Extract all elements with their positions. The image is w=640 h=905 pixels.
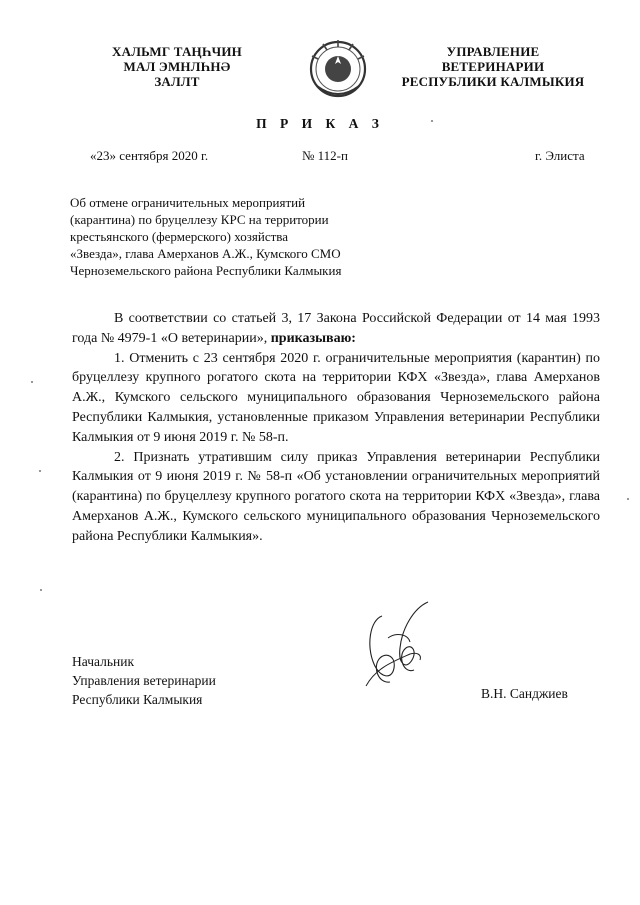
intro-text: В соответствии со статьей 3, 17 Закона Российской Федерации от 14 мая 1993 года № 4979-1 «О ветеринарии», — [72, 311, 600, 346]
header-left-line: МАЛ ЭМНЛҺНӘ — [123, 59, 231, 74]
header-right-russian — [388, 44, 598, 89]
position-line: Управления ветеринарии — [72, 673, 216, 688]
header-right-line: УПРАВЛЕНИЕ — [446, 44, 540, 59]
signatory-position — [72, 652, 216, 709]
subject-line: Об отмене ограничительных мероприятий — [70, 195, 306, 210]
order-item-2: 2. Признать утратившим силу приказ Управления ветеринарии Республики Калмыкия от 9 июня 2019 г. № 58-п «Об установлении ограничительных мероприятий (карантина) по бруцеллезу крупного рогатого скота на территории КФХ «Звезда», глава Амерханов А.Ж., Кумского сельского муниципального образования Черноземельского района Республики Калмыкия». — [72, 449, 600, 544]
position-line: Начальник — [72, 654, 135, 669]
order-body — [72, 309, 600, 547]
handwritten-signature — [352, 598, 442, 703]
order-city: г. Элиста — [535, 148, 585, 163]
header-left-kalmyk — [92, 44, 262, 89]
subject-line: (карантина) по бруцеллезу КРС на территории — [70, 212, 329, 227]
document-title: П Р И К А З — [256, 116, 384, 131]
subject-line: крестьянского (фермерского) хозяйства — [70, 229, 289, 244]
scan-speck — [31, 381, 33, 383]
header-right-line: РЕСПУБЛИКИ КАЛМЫКИЯ — [401, 74, 585, 89]
subject-line: «Звезда», глава Амерханов А.Ж., Кумского СМО — [70, 246, 341, 261]
scan-speck — [40, 589, 42, 591]
intro-bold-text: приказываю: — [270, 330, 356, 346]
signatory-name: В.Н. Санджиев — [481, 686, 568, 701]
scan-speck — [431, 120, 433, 122]
scan-speck — [39, 470, 41, 472]
kalmykia-coat-of-arms-icon — [303, 36, 373, 102]
header-left-line: ХАЛЬМГ ТАҢҺЧИН — [112, 44, 242, 59]
intro-paragraph — [72, 309, 600, 349]
order-number: № 112-п — [302, 148, 348, 163]
subject-line: Черноземельского района Республики Калмыкия — [70, 263, 342, 278]
header-left-line: ЗАЛЛТ — [154, 74, 200, 89]
order-item-1: 1. Отменить с 23 сентября 2020 г. ограничительные мероприятия (карантин) по бруцеллезу крупного рогатого скота на территории КФХ «Звезда», глава Амерханов А.Ж., Кумского сельского муниципального образования Черноземельского района Республики Калмыкия, установленные приказом Управления ветеринарии Республики Калмыкия от 9 июня 2019 г. № 58-п. — [72, 350, 600, 445]
order-subject — [70, 194, 410, 279]
order-date: «23» сентября 2020 г. — [90, 148, 209, 163]
scan-speck — [627, 498, 629, 500]
header-right-line: ВЕТЕРИНАРИИ — [441, 59, 545, 74]
position-line: Республики Калмыкия — [72, 692, 203, 707]
